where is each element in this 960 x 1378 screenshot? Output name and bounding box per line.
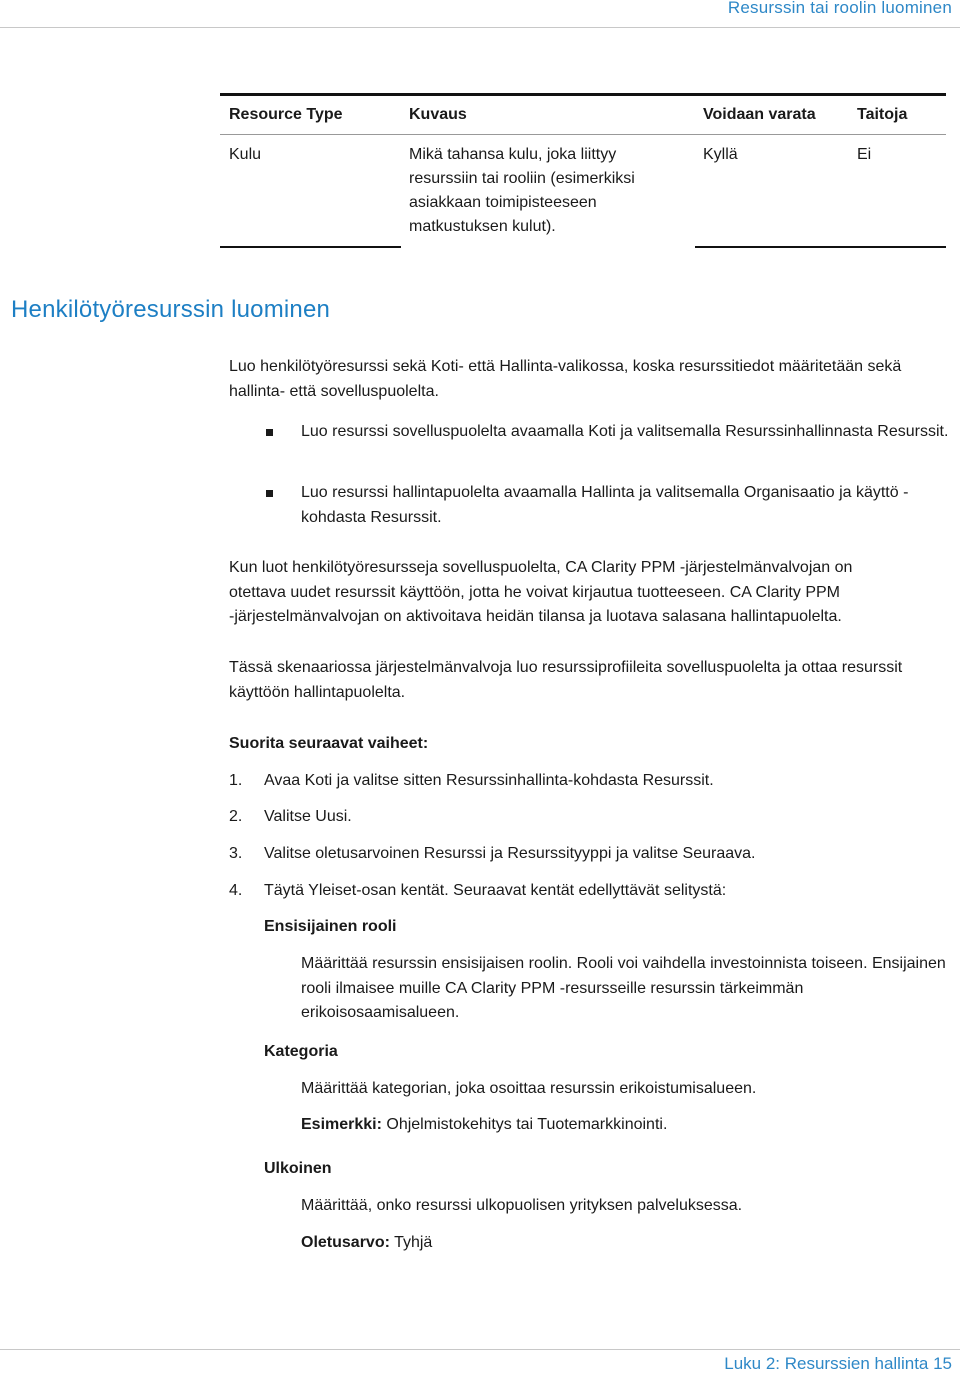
step-number: 4.	[229, 882, 243, 899]
field-desc-external: Määrittää, onko resurssi ulkopuolisen yrityksen palveluksessa.	[301, 1197, 743, 1214]
table-bottom-rule	[220, 246, 401, 248]
table-cell-type: Kulu	[229, 146, 262, 163]
table-header-resource-type: Resource Type	[229, 106, 343, 123]
table-header-kuvaus: Kuvaus	[409, 106, 467, 123]
default-text: Tyhjä	[389, 1234, 433, 1251]
field-term-category: Kategoria	[264, 1043, 338, 1060]
header-rule	[0, 27, 960, 28]
step-text: Valitse oletusarvoinen Resurssi ja Resurssityyppi ja valitse Seuraava.	[264, 845, 756, 862]
description-line: resurssiin tai rooliin (esimerkiksi	[409, 170, 635, 187]
field-term-primary-role: Ensisijainen rooli	[264, 918, 397, 935]
step-text: Täytä Yleiset-osan kentät. Seuraavat kentät edellyttävät selitystä:	[264, 882, 727, 899]
footer-rule	[0, 1349, 960, 1350]
bullet-text: Luo resurssi hallintapuolelta avaamalla Hallinta ja valitsemalla Organisaatio ja käyttö -kohdasta Resurssit.	[301, 484, 909, 526]
table-bottom-rule	[695, 246, 946, 248]
example-text: Ohjelmistokehitys tai Tuotemarkkinointi.	[381, 1116, 668, 1133]
field-desc-category: Määrittää kategorian, joka osoittaa resurssin erikoistumisalueen.	[301, 1080, 757, 1097]
admin-paragraph-line: Kun luot henkilötyöresursseja sovelluspuolelta, CA Clarity PPM -järjestelmänvalvojan on	[229, 559, 853, 576]
description-line: Mikä tahansa kulu, joka liittyy	[409, 146, 617, 163]
field-term-external: Ulkoinen	[264, 1160, 332, 1177]
table-cell-skills: Ei	[857, 146, 872, 163]
page-footer: Luku 2: Resurssien hallinta 15	[724, 1354, 952, 1373]
intro-paragraph: Luo henkilötyöresurssi sekä Koti- että Hallinta-valikossa, koska resurssitiedot määritetään sekä hallinta- että sovelluspuolelta.	[229, 358, 902, 400]
step-number: 1.	[229, 772, 243, 789]
step-text: Avaa Koti ja valitse sitten Resurssinhallinta-kohdasta Resurssit.	[264, 772, 714, 789]
default-label: Oletusarvo:	[301, 1234, 390, 1251]
external-default	[301, 1231, 951, 1256]
scenario-paragraph: Tässä skenaariossa järjestelmänvalvoja luo resurssiprofiileita sovelluspuolelta ja ottaa resurssit käyttöön hallintapuolelta.	[229, 659, 903, 701]
table-cell-description	[409, 143, 689, 239]
table-header-voidaan-varata: Voidaan varata	[703, 106, 816, 123]
step-number: 2.	[229, 808, 243, 825]
description-line: matkustuksen kulut).	[409, 218, 556, 235]
category-example	[301, 1113, 951, 1138]
table-header-rule	[220, 134, 946, 135]
step-number: 3.	[229, 845, 243, 862]
bullet-square-icon	[266, 429, 273, 436]
admin-paragraph	[229, 556, 954, 630]
section-title: Henkilötyöresurssin luominen	[11, 296, 331, 323]
table-header-taitoja: Taitoja	[857, 106, 908, 123]
admin-paragraph-line: otettava uudet resurssit käyttöön, jotta he voivat kirjautua tuotteeseen. CA Clarity PPM	[229, 583, 840, 601]
steps-heading: Suorita seuraavat vaiheet:	[229, 735, 429, 752]
step-text: Valitse Uusi.	[264, 808, 352, 825]
running-header: Resurssin tai roolin luominen	[727, 0, 952, 17]
description-line: asiakkaan toimipisteeseen	[409, 194, 597, 211]
bullet-text: Luo resurssi sovelluspuolelta avaamalla Koti ja valitsemalla Resurssinhallinnasta Resurssit.	[301, 423, 949, 440]
table-cell-bookable: Kyllä	[703, 146, 738, 163]
table-top-rule	[220, 93, 946, 96]
admin-paragraph-line: -järjestelmänvalvojan on aktivoitava heidän tilansa ja luotava salasana hallintapuolelta.	[229, 608, 842, 625]
example-label: Esimerkki:	[301, 1116, 382, 1133]
bullet-square-icon	[266, 490, 273, 497]
field-desc-primary-role: Määrittää resurssin ensisijaisen roolin. Rooli voi vaihdella investoinnista toiseen. Ensijainen rooli ilmaisee muille CA Clarity PPM -resursseille resurssin tärkeimmän erikoisosaamisalueen.	[301, 955, 946, 1021]
